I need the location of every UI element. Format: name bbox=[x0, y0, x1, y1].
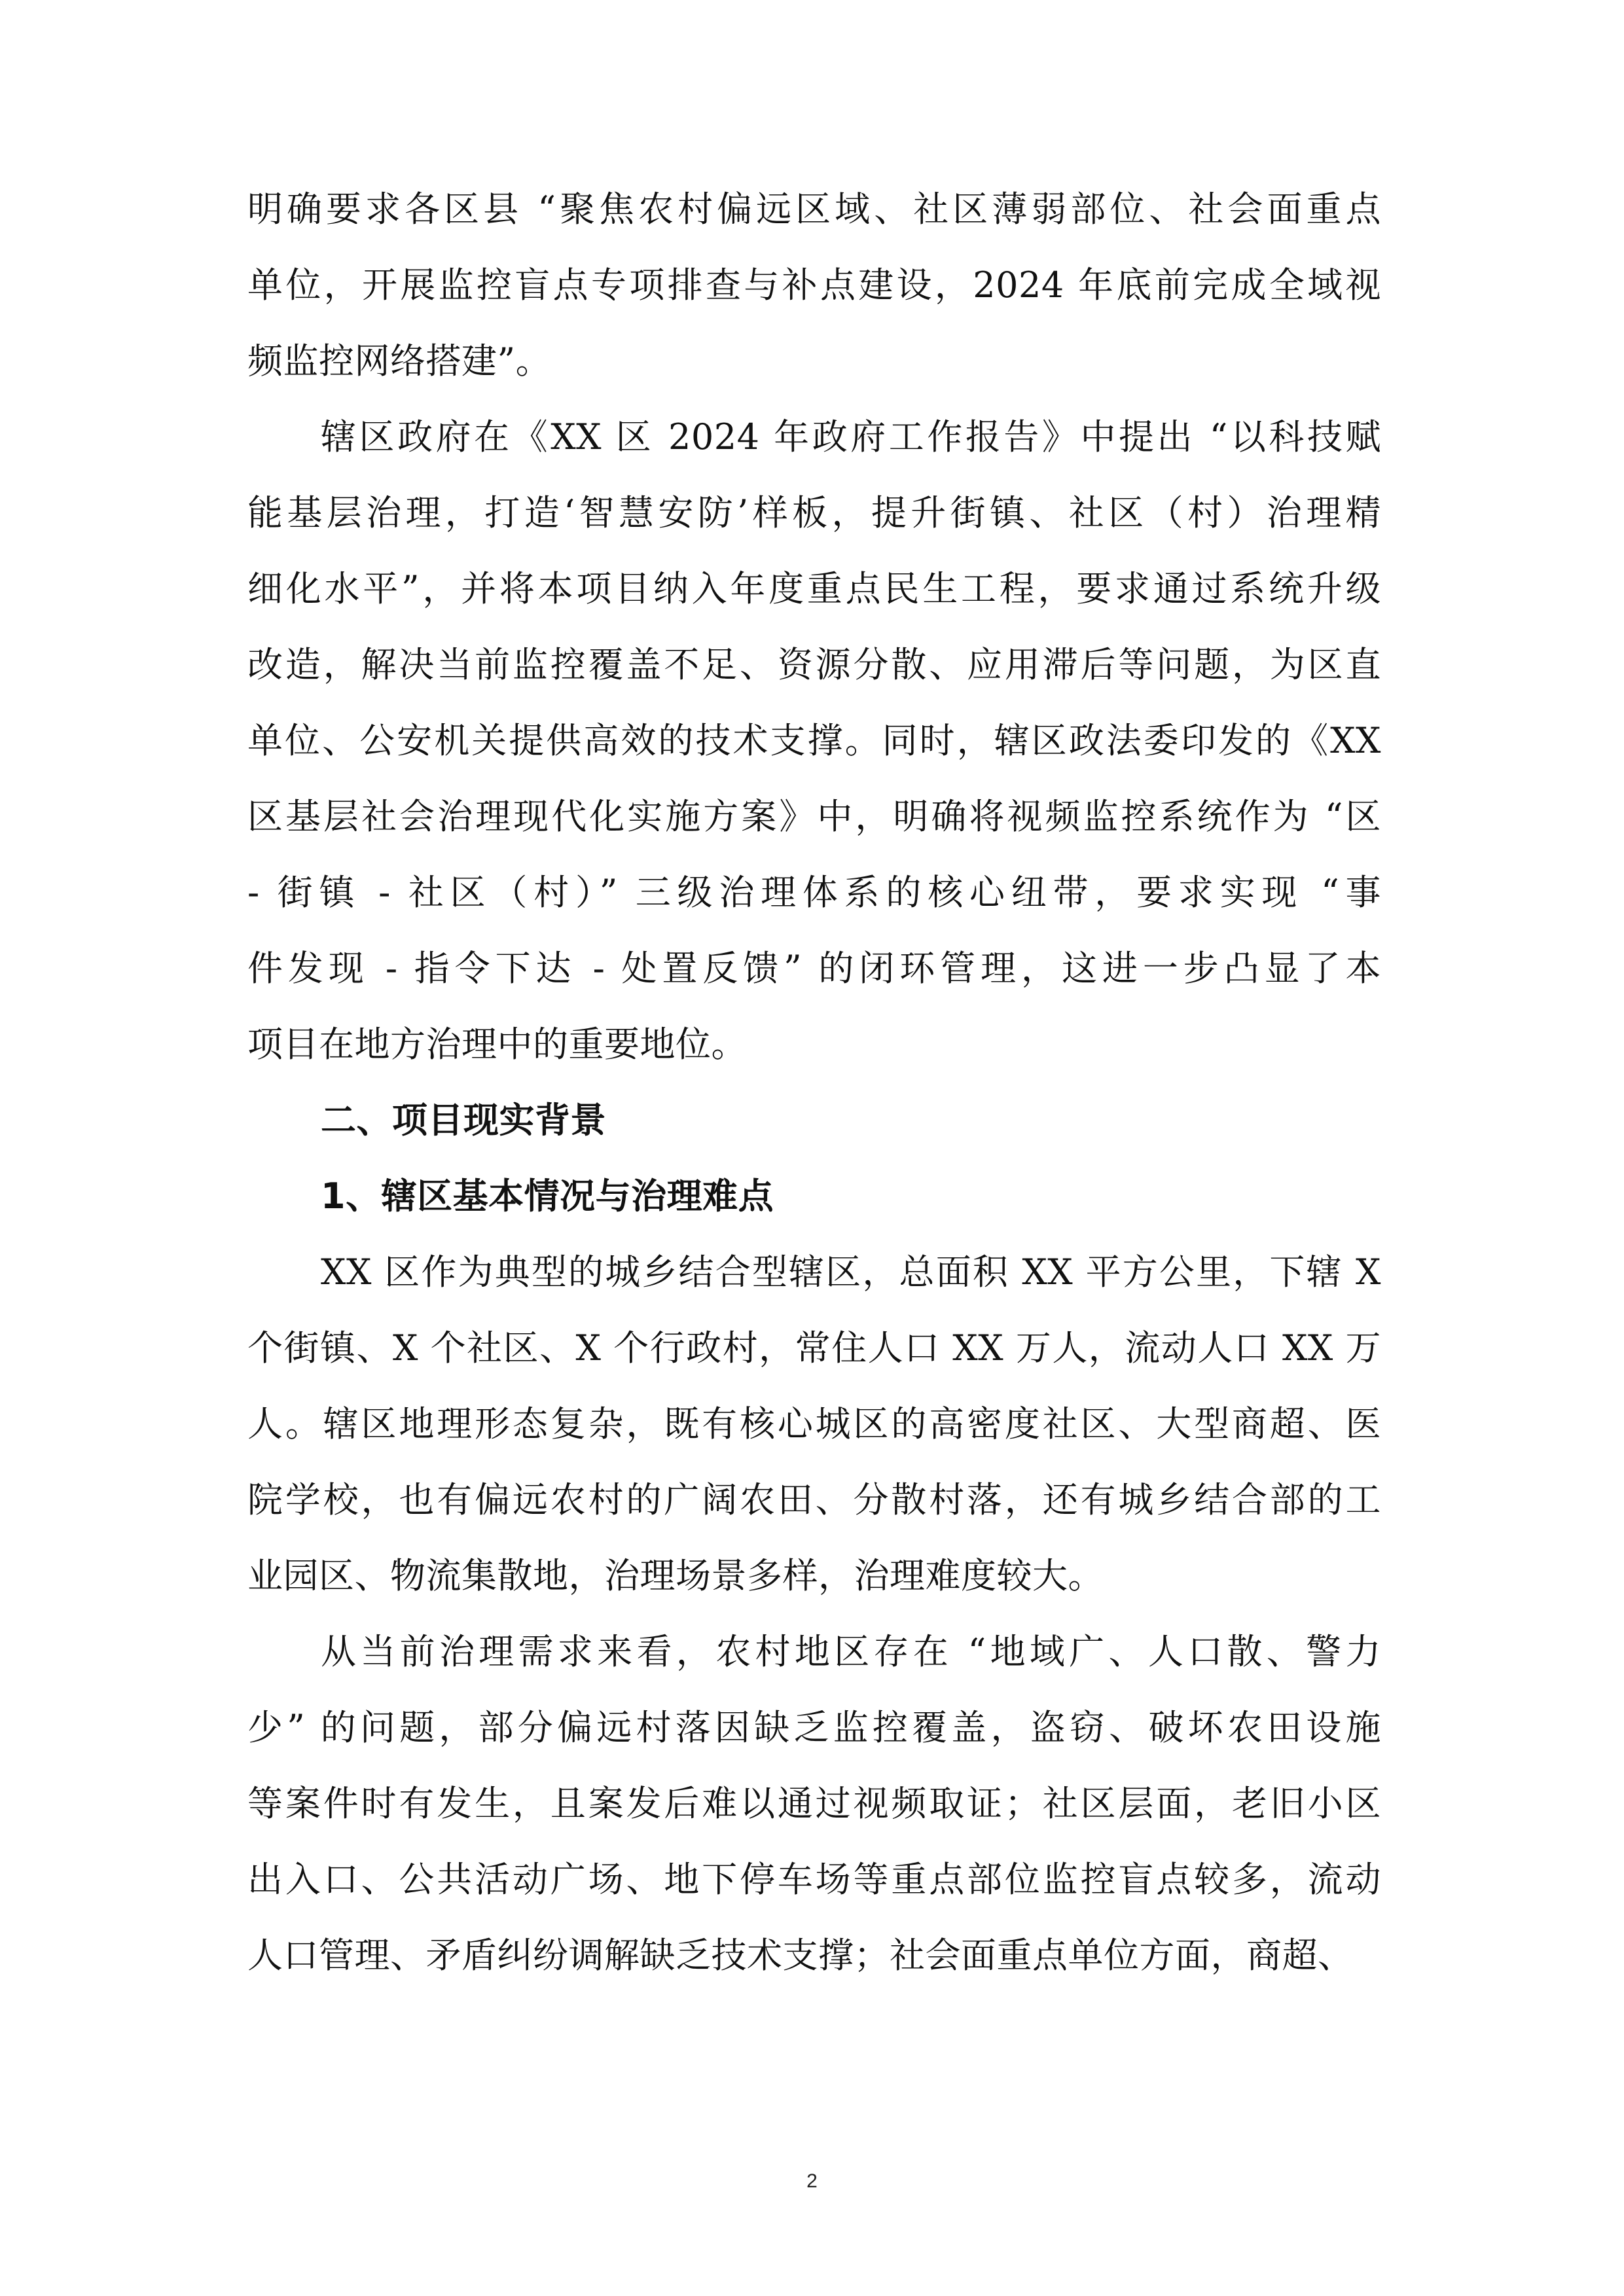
text-line: 业园区、物流集散地，治理场景多样，治理难度较大。 bbox=[247, 1555, 1104, 1596]
paragraph bbox=[247, 171, 1381, 399]
text-line: 明确要求各区县 “聚焦农村偏远区域、社区薄弱部位、社会面重点 bbox=[247, 188, 1381, 230]
text-line: 单位、公安机关提供高效的技术支撑。同时，辖区政法委印发的《XX bbox=[247, 720, 1381, 761]
text-line: 单位，开展监控盲点专项排查与补点建设，2024 年底前完成全域视 bbox=[247, 264, 1381, 306]
text-line: 辖区政府在《XX 区 2024 年政府工作报告》中提出 “以科技赋 bbox=[321, 416, 1381, 457]
text-line: 等案件时有发生，且案发后难以通过视频取证；社区层面，老旧小区 bbox=[247, 1783, 1381, 1824]
paragraph bbox=[247, 399, 1381, 1083]
text-line: 人口管理、矛盾纠纷调解缺乏技术支撑；社会面重点单位方面，商超、 bbox=[247, 1935, 1354, 1976]
paragraph bbox=[247, 1234, 1381, 1614]
text-line: 人。辖区地理形态复杂，既有核心城区的高密度社区、大型商超、医 bbox=[247, 1403, 1381, 1444]
text-line: 少” 的问题，部分偏远村落因缺乏监控覆盖，盗窃、破坏农田设施 bbox=[247, 1707, 1381, 1748]
text-line: 院学校，也有偏远农村的广阔农田、分散村落，还有城乡结合部的工 bbox=[247, 1479, 1381, 1520]
section-heading bbox=[247, 1083, 1381, 1158]
text-line: - 街镇 - 社区（村）” 三级治理体系的核心纽带，要求实现 “事 bbox=[247, 872, 1381, 913]
heading-text: 二、项目现实背景 bbox=[321, 1100, 606, 1141]
text-line: 区基层社会治理现代化实施方案》中，明确将视频监控系统作为 “区 bbox=[247, 796, 1381, 837]
text-line: 能基层治理，打造‘智慧安防’样板，提升街镇、社区（村）治理精 bbox=[247, 492, 1381, 533]
text-line: 出入口、公共活动广场、地下停车场等重点部位监控盲点较多，流动 bbox=[247, 1859, 1381, 1900]
text-line: 个街镇、X 个社区、X 个行政村，常住人口 XX 万人，流动人口 XX 万 bbox=[247, 1327, 1381, 1369]
document-body bbox=[247, 171, 1381, 1994]
paragraph bbox=[247, 1614, 1381, 1994]
page-number: 2 bbox=[806, 2170, 818, 2192]
text-line: XX 区作为典型的城乡结合型辖区，总面积 XX 平方公里，下辖 X bbox=[321, 1251, 1381, 1293]
heading-text: 1、辖区基本情况与治理难点 bbox=[321, 1175, 774, 1217]
text-line: 细化水平”，并将本项目纳入年度重点民生工程，要求通过系统升级 bbox=[247, 568, 1381, 609]
text-line: 件发现 - 指令下达 - 处置反馈” 的闭环管理，这进一步凸显了本 bbox=[247, 948, 1381, 989]
text-line: 从当前治理需求来看，农村地区存在 “地域广、人口散、警力 bbox=[321, 1631, 1381, 1672]
text-line: 项目在地方治理中的重要地位。 bbox=[247, 1024, 747, 1065]
text-line: 改造，解决当前监控覆盖不足、资源分散、应用滞后等问题，为区直 bbox=[247, 644, 1381, 685]
text-line: 频监控网络搭建”。 bbox=[247, 340, 552, 382]
section-heading bbox=[247, 1158, 1381, 1234]
